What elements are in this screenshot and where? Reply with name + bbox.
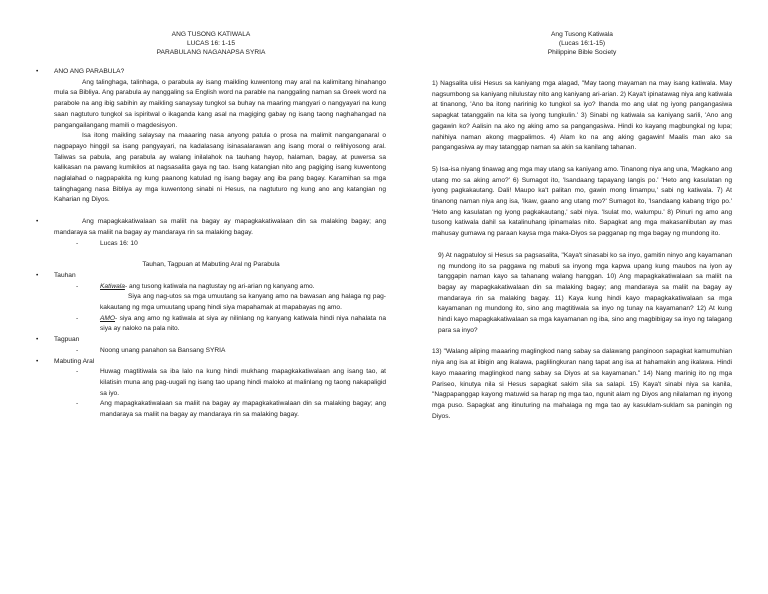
lesson-item-1 [36,367,386,399]
tagpuan-heading: Tagpuan [54,336,80,344]
key-verse-reference [36,239,386,250]
bullet-what-is-parable [36,67,386,206]
paragraph-definition: Ang talinghaga, talinhaga, o parabula ay isang maikling kuwentong may aral na kalimitang hinahango mula sa Bibliya. Ang parabula ay nanggaling sa English word na parable na nanggaling naman sa Greek word na parabole na ang ibig sabihin ay maikling sanaysay tungkol sa buhay na maaring mangyari o nangyayari na kung saan nagtuturo tungkol sa ispiritwal o ikaganda kang asal na magiging gabay ng isang taong naghahangad na pangangailangang mamili o magdesisyon. [54,78,386,129]
bullet-tagpuan [36,335,386,346]
verse-block-9: 9) At nagpatuloy si Hesus sa pagsasalita, "Kaya't sinasabi ko sa inyo, gamitin ninyo ang kayamanan ng mundong ito sa paggawa ng mabuti sa inyong mga kapwa upang kung maubos na iyon ay tanggapin naman kayo sa tahanang walang hanggan. 10) Ang mapagkakatiwalaan sa maliit na bagay ay mapagkakatiwalaan din sa malaking bagay; ang mandaraya sa maliit na bagay ay mandaraya rin sa malaking bagay. 11) Kaya kung hindi kayo mapagkakatiwalaan sa mga kayamanan ng mundong ito, sino ang magtitiwala sa inyo ng tunay na kayamanan? 12) At kung hindi kayo mapagkakatiwalaan sa mga kayamanan ng iba, sino ang magbibigay sa inyo ng talagang para sa inyo? [438,251,732,334]
question-heading: • ANO ANG PARABULA? [54,68,125,75]
section-subtitle: Tauhan, Tagpuan at Mabuting Aral ng Parabula [142,261,280,269]
key-verse-reference-text: Lucas 16: 10 [100,239,138,247]
aral-heading: Mabuting Aral [54,357,95,365]
left-reference: LUCAS 16: 1-15 [186,40,235,47]
bullet-key-verse [36,217,386,238]
character-name-katiwala: Katiwala [100,282,125,290]
character-katiwala-continued: Siya ang nag-utos sa mga umuutang sa kanyang amo na bawasan ang halaga ng pag-kakautang ng mga umuutang upang hindi siya mapahamak at mapabayas ng amo. [100,293,386,312]
setting-text: Noong unang panahon sa Bansang SYRIA [100,346,226,354]
left-column [36,30,386,421]
lesson-text-1: - Huwag magtitiwala sa iba lalo na kung hindi mukhang mapagkakatiwalaan ang isang tao, at kilatisin muna ang pag-uugali ng isang tao upang hindi maloko at malinlang ng taong nakapaligid sa iyo. [100,368,386,397]
character-name-amo: AMO [100,314,116,322]
right-source: Philippine Bible Society [547,49,617,56]
setting-item [36,346,386,357]
bullet-mabuting-aral [36,357,386,368]
right-heading [432,30,732,57]
verse-block-5: 5) Isa-isa niyang tinawag ang mga may utang sa kaniyang amo. Tinanong niya ang una, 'Magkano ang utang mo sa aking amo?' 6) Sumagot ito, 'Isandaang tapayang langis po.' 'Heto ang kasulatan ng iyong pagkakautang. Dali! Maupo ka't palitan mo, gawin mong limampu,' sabi ng katiwala. 7) At tinanong naman niya ang isa, 'Ikaw, gaano ang utang mo?' Sumagot ito, 'Isandaang kabang trigo po.' 'Heto ang kasulatan ng iyong pagkakautang,' sabi niya. 'Isulat mo, walumpu.' 8) Pinuri ng amo ang tusong katiwala dahil sa katalinuhang ipinamalas nito. Sapagkat ang mga makasanlibutan ay mas mahusay gumawa ng paraan kaysa mga maka-Diyos sa pagganap ng mga bagay ng mundong ito. [432,165,733,238]
right-reference: (Lucas 16:1-15) [558,40,606,47]
lesson-text-2: - Ang mapagkakatiwalaan sa maliit na bagay ay mapagkakatiwalaan din sa malaking bagay; ang mandaraya sa maliit na bagay ay mandaraya rin sa malaking bagay. [100,400,386,419]
verse-block-13: 13) "Walang aliping maaaring maglingkod nang sabay sa dalawang panginoon sapagkat kamumuhian niya ang isa at iibigin ang ikalawa, paglilingkuran nang tapat ang isa at hahamakin ang ikalawa. Hindi kayo maaaring maglingkod nang sabay sa Diyos at sa kayamanan." 14) Nang marinig ito ng mga Pariseo, kinutya nila si Hesus sapagkat sakim sila sa salapi. 15) Kaya't sinabi niya sa kanila, "Nagpapanggap kayong matuwid sa harap ng mga tao, ngunit alam ng Diyos ang nilalaman ng inyong mga puso. Sapagkat ang itinuturing na mahalaga ng mga tao ay kasuklam-suklam sa paningin ng Diyos. [432,348,732,420]
right-column [432,30,732,433]
left-subheading: PARABULANG NAGANAPSA SYRIA [156,49,266,56]
left-title: ANG TUSONG KATIWALA [171,31,251,38]
lesson-item-2 [36,399,386,420]
left-heading [36,30,386,57]
tauhan-heading: Tauhan [54,271,76,279]
right-title: Ang Tusong Katiwala [551,31,613,38]
character-amo [36,314,386,335]
bullet-tauhan [36,271,386,282]
paragraph-description: Isa itong maikling salaysay na maaaring nasa anyong patula o prosa na malimit nanganganaral o nagpapayo hinggil sa isang pangyayari, na kadalasang isinasalarawan ang isang moral o relihiyosong aral. Taliwas sa pabula, ang parabula ay walang inilalahok na tauhang hayop, halaman, bagay, at puwersa sa kalikasan na pawang kumikilos at nagsasalita gaya ng tao. Isang katangian nito ang pagiging isang kuwentong naglalahad o nagpapakita ng kung paanong katulad ng isang bagay ang iba pang bagay. Karamihan sa mga talinghagang nasa Bibliya ay mga kuwentong sinabi ni Hesus, na nagtuturo ng kung ano ang katangian ng Kaharian ng Diyos. [54,132,386,204]
character-katiwala [36,282,386,314]
character-desc-amo: - siya ang amo ng katiwala at siya ay nilinlang ng kanyang katiwala hindi niya nahalata na siya ay naloko na pala nito. [100,314,386,333]
character-desc-katiwala: - ang tusong katiwala na nagtustay ng ari-arian ng kanyang amo. [124,282,315,290]
verse-block-1: 1) Nagsalita ulisi Hesus sa kaniyang mga alagad, "May taong mayaman na may isang katiwala. May nagsumbong sa kaniyang nilulustay nito ang kaniyang ari-arian. 2) Kaya't ipinatawag niya ang katiwala at tinanong, 'Ano ba itong naririnig ko tungkol sa iyo? Ihanda mo ang ulat ng iyong pangangasiwa sapagkat tatanggalin na kita sa iyong tungkulin.' 3) Sinabi ng katiwala sa kaniyang sarili, 'Ano ang gagawin ko? Aalisin na ako ng aking amo sa pangangasiwa. Hindi ko kayang magbungkal ng lupa; nahihiya naman akong magpalimos. 4) Alam ko na ang aking gagawin! Maalis man ako sa pangangasiwa ay may tatanggap naman sa akin sa kanilang tahanan. [432,80,732,152]
key-verse-text: • Ang mapagkakatiwalaan sa maliit na bagay ay mapagkakatiwalaan din sa malaking bagay; ang mandaraya sa maliit na bagay ay mandaraya rin sa malaking bagay. [54,218,386,236]
